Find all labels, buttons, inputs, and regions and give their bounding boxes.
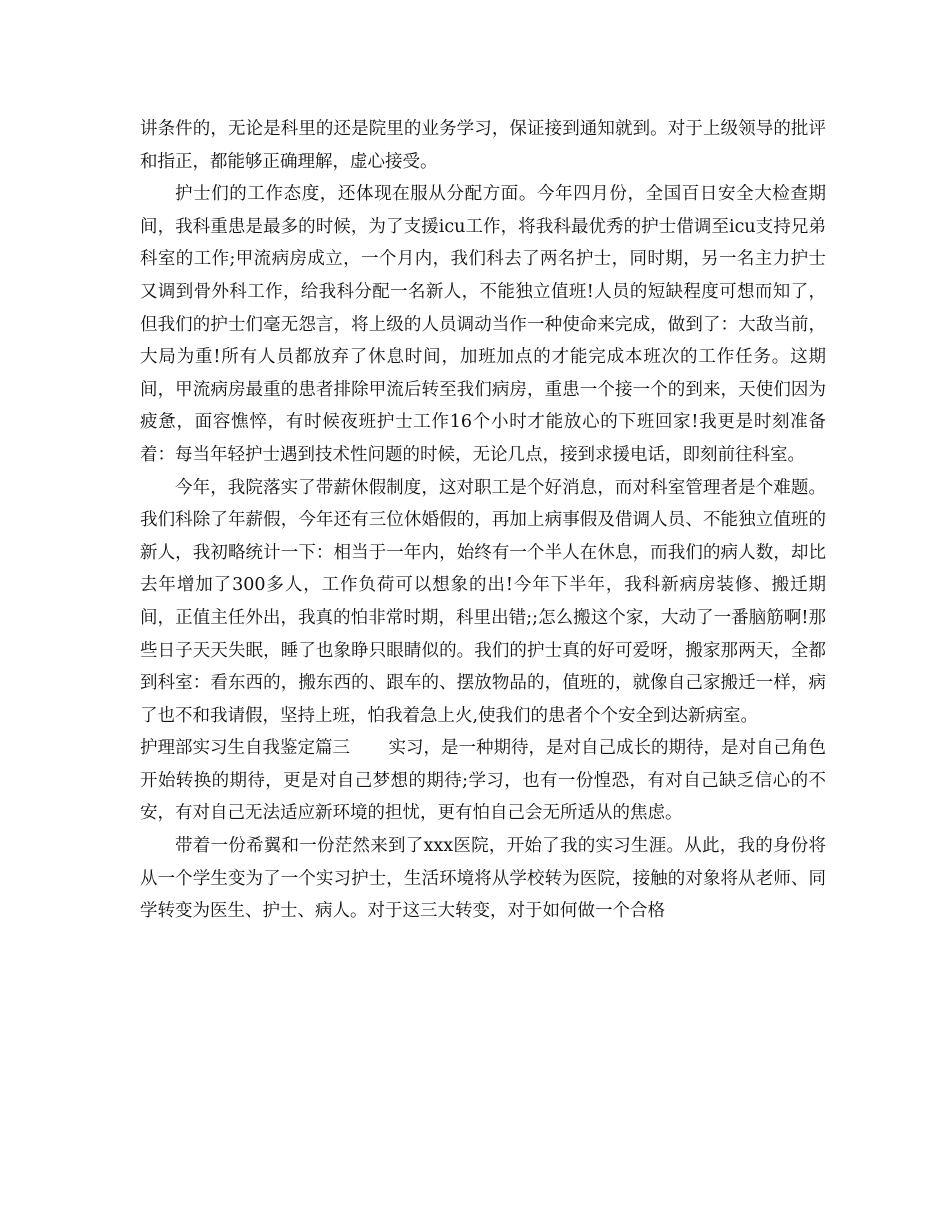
paragraph-2-text: 护士们的工作态度，还体现在服从分配方面。今年四月份，全国百日安全大检查期间，我科重患是最多的时候，为了支援icu工作，将我科最优秀的护士借调至icu支持兄弟科室的工作;甲流病房成立，一个月内，我们科去了两名护士，同时期，另一名主力护士又调到骨外科工作，给我科分配一名新人，不能独立值班!人员的短缺程度可想而知了，但我们的护士们毫无怨言，将上级的人员调动当作一种使命来完成，做到了：大敌当前，大局为重!所有人员都放弃了休息时间，加班加点的才能完成本班次的工作任务。这期间，甲流病房最重的患者排除甲流后转至我们病房，重患一个接一个的到来，天使们因为疲惫，面容憔悴，有时候夜班护士工作16个小时才能放心的下班回家!我更是时刻准备着：每当年轻护士遇到技术性问题的时候，无论几点，接到求援电话，即刻前往科室。: [140, 184, 826, 465]
paragraph-1: [140, 113, 826, 178]
paragraph-5: [140, 830, 826, 928]
document-body: [140, 113, 826, 928]
paragraph-3: [140, 472, 826, 733]
paragraph-2: [140, 178, 826, 471]
paragraph-4-text: 实习，是一种期待，是对自己成长的期待，是对自己角色开始转换的期待，更是对自己梦想的期待;学习，也有一份惶恐，有对自己缺乏信心的不安，有对自己无法适应新环境的担忧，更有怕自己会无所适从的焦虑。: [140, 738, 826, 824]
section-heading: 护理部实习生自我鉴定篇三: [140, 738, 350, 759]
paragraph-1-text: 讲条件的，无论是科里的还是院里的业务学习，保证接到通知就到。对于上级领导的批评和指正，都能够正确理解，虚心接受。: [140, 119, 826, 172]
paragraph-3-text: 今年，我院落实了带薪休假制度，这对职工是个好消息，而对科室管理者是个难题。我们科除了年薪假，今年还有三位休婚假的，再加上病事假及借调人员、不能独立值班的新人，我初略统计一下：相当于一年内，始终有一个半人在休息，而我们的病人数，却比去年增加了300多人，工作负荷可以想象的出!今年下半年，我科新病房装修、搬迁期间，正值主任外出，我真的怕非常时期，科里出错;;怎么搬这个家，大动了一番脑筋啊!那些日子天天失眠，睡了也象睁只眼睛似的。我们的护士真的好可爱呀，搬家那两天，全都到科室：看东西的，搬东西的、跟车的、摆放物品的，值班的，就像自己家搬迁一样，病了也不和我请假，坚持上班，怕我着急上火,使我们的患者个个安全到达新病室。: [140, 477, 826, 726]
paragraph-5-text: 带着一份希翼和一份茫然来到了xxx医院，开始了我的实习生涯。从此，我的身份将从一个学生变为了一个实习护士，生活环境将从学校转为医院，接触的对象将从老师、同学转变为医生、护士、病人。对于这三大转变，对于如何做一个合格: [140, 836, 826, 922]
paragraph-4: [140, 732, 826, 830]
